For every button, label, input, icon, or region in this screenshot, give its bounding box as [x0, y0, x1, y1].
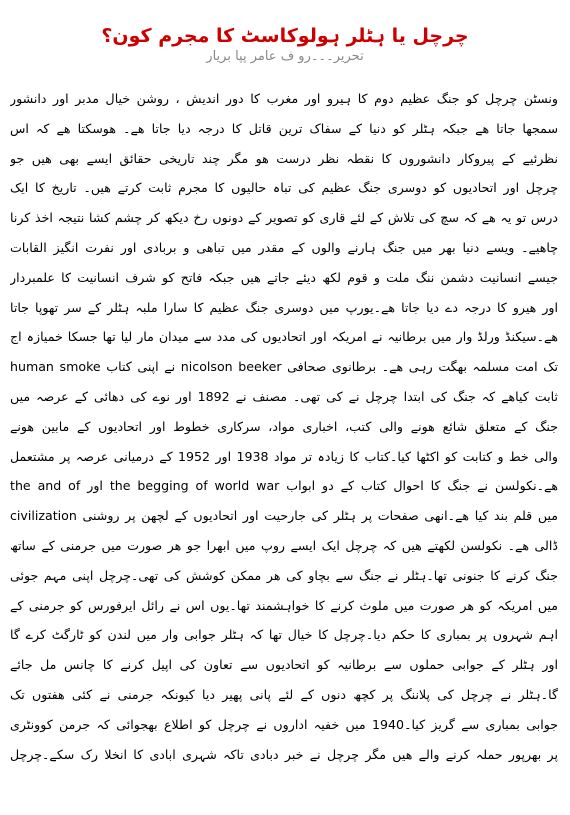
article-line: جوابی بمباری سے گریز کیا۔1940 میں خفیہ اداروں نے چرچل کو اطلاع بھجوائی کہ جرمن کوونٹری: [10, 716, 558, 732]
article-line: جنگ کے متعلق شائع ھونے والی کتب، اخباری مواد، سرکاری خطوط اور اتحادیوں کے مابین ھونے: [10, 418, 558, 434]
article-body: [10, 84, 558, 769]
article-line: گا۔ہٹلر نے چرچل کی پلاننگ پر کچھ دنوں کے لئے پانی پھیر دیا کیونکہ جرمنی نے کئی ھفتوں تک: [10, 686, 558, 702]
article-line: والی خط و کتابت کو اکٹھا کیا۔کتاب کا زیادہ تر مواد 1938 اور 1952 کے درمیانی عرصہ پر مشتعمل: [10, 448, 558, 464]
article-line: ڈالی ھے۔ نکولسن لکھتے ھیں کہ چرچل ایک ایسے روپ میں ابھرا جو ھر صورت میں جرمنی کے ساتھ: [10, 537, 558, 553]
article-line: چرچل اور اتحادیوں کو دوسری جنگ عظیم کی تباہ حالیوں کا مجرم ثابت کرتے ھیں۔ تاریخ کا ایک: [10, 180, 558, 196]
article-line: جنگ کرنے کا جنونی تھا۔ہٹلر نے جنگ سے بچاو کی ھر ممکن کوشش کی تھی۔چرچل اپنی مہم جوئی: [10, 567, 558, 583]
article-line: اہم شہروں پر بمباری کا حکم دیا۔چرچل کا خیال تھا کہ ہٹلر جوابی وار میں لندن کو ٹارگٹ کرے گا: [10, 627, 558, 643]
article-line: اور ھیرو کا درجہ دے دیا جاتا ھے۔یورپ میں دوسری جنگ عظیم کا سارا ملبہ ہٹلر کے سر تھوپا جاتا: [10, 299, 558, 315]
article-line: ونسٹن چرچل کو جنگ عظیم دوم کا ہیرو اور مغرب کا دور اندیش ، روشن خیال مدبر اور دانشور: [10, 91, 558, 106]
article-line: جیسے انسانیت دشمن ننگ ملت و قوم لکھ دیئے جاتے ھیں جبکہ فاتح کو شرف انسانیت کا علمبردار: [10, 269, 558, 285]
article-line: پر بھرپور حملہ کرنے والے ھیں مگر چرچل نے خبر دبادی تاکہ شہری ابادی کا انخلا رک سکے۔چرچل: [10, 746, 558, 762]
article-title: چرچل یا ہٹلر ہولوکاسٹ کا مجرم کون؟: [101, 24, 469, 47]
article-byline: تحریر۔۔۔رو ف عامر پپا بریار: [206, 49, 364, 64]
article-line: اور ہٹلر کے جوابی حملوں سے برطانیہ کو اتحادیوں سے تعاون کی اپیل کرنے کا چانس مل جائے: [10, 657, 558, 673]
article-line: ھے۔نکولسن نے جنگ کا احوال کتاب کے دو ابواب the begging of world war اور the and of: [10, 478, 558, 494]
article-line: ثابت کیاھے کہ جنگ کی ابتدا چرچل نے کی تھی۔ مصنف نے 1892 اور نوے کی دھائی کے عرصہ میں: [10, 388, 558, 404]
article-line: تک امت مسلمہ بھگت رہی ھے۔ برطانوی صحافی nicolson beeker نے اپنی کتاب human smoke: [10, 359, 558, 375]
article-line: civilization میں قلم بند کیا ھے۔انھی صفحات پر ہٹلر کی جارحیت اور اتحادیوں کے لچھن پر روشنی: [10, 508, 558, 524]
article-line: سمجھا جاتا ھے جبکہ ہٹلر کو دنیا کے سفاک ترین قاتل کا درجہ دیا جاتا ھے۔ ھوسکتا ھے کہ اس: [10, 120, 558, 136]
article-line: چاھیے۔ ویسے دنیا بھر میں جنگ ہارنے والوں کے مقدر میں تباھی و بربادی اور نفرت انگیز القابات: [10, 239, 558, 255]
article-line: میں امریکہ کو ھر صورت میں ملوث کرنے کا خواہشمند تھا۔یوں اس نے رائل ایرفورس کو جرمنی کے: [10, 597, 558, 613]
article-line: ھے۔سیکنڈ ورلڈ وار میں برطانیہ نے امریکہ اور اتحادیوں کی مدد سے میدان مار لیا تھا جسکا خمیازہ اج: [10, 329, 558, 345]
article-line: درس تو یہ ھے کہ سچ کی تلاش کے لئے قاری کو تصویر کے دونوں رخ دیکھ کر چشم کشا نتیجہ اخذ کرنا: [10, 210, 558, 226]
article-line: نظرئیے کے پیروکار دانشوروں کا نقطہ نظر درست ھو مگر چند تاریخی حقائق ایسے بھی ھیں جو: [10, 150, 558, 166]
